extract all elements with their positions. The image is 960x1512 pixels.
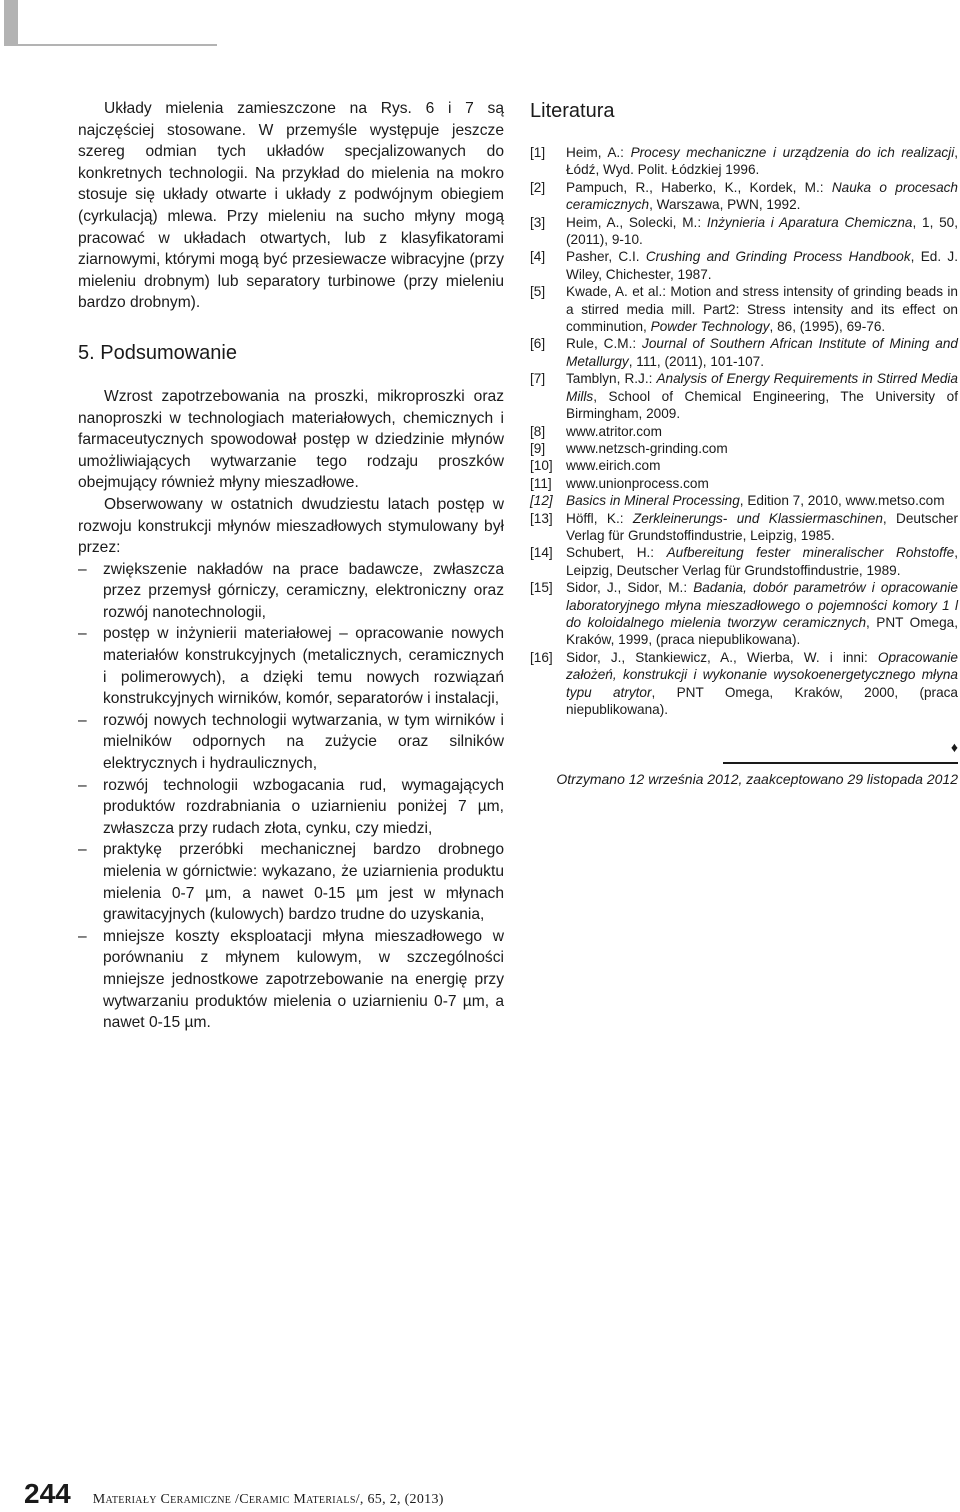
dash-bullet: – xyxy=(78,711,87,729)
reference-item: [15] Sidor, J., Sidor, M.: Badania, dobór parametrów i opracowanie laboratoryjnego młyna mieszadłowego o pojemności komory 1 l do koloidalnego mielenia tworzyw ceramicznych, PNT Omega, Kraków, 1999, (praca niepublikowana). xyxy=(530,580,958,648)
page-footer xyxy=(24,1478,444,1512)
reference-item: [1] Heim, A.: Procesy mechaniczne i urządzenia do ich realizacji, Łódź, Wyd. Polit. Łódzkiej 1996. xyxy=(530,145,959,178)
reference-link[interactable]: www.netzsch-grinding.com xyxy=(566,440,728,456)
end-separator xyxy=(530,740,958,770)
reference-item: [14] Schubert, H.: Aufbereitung fester mineralischer Rohstoffe, Leipzig, Deutscher Verlag für Grundstoffindustrie, 1989. xyxy=(530,545,958,578)
reference-number: [8] xyxy=(530,423,546,439)
section-title: 5. Podsumowanie xyxy=(78,341,237,364)
received-date-note: Otrzymano 12 września 2012, zaakceptowano 29 listopada 2012 xyxy=(556,771,958,788)
dash-bullet: – xyxy=(78,841,87,859)
diamond-icon: ♦ xyxy=(950,739,958,756)
reference-number: [7] xyxy=(530,371,546,387)
separator-rule xyxy=(723,762,958,764)
reference-number: [14] xyxy=(530,545,553,561)
dash-bullet: – xyxy=(78,560,87,578)
paragraph-summary-2: Obserwowany w ostatnich dwudziestu latach postęp w rozwoju konstrukcji młynów mieszadłowych stymulowany był przez: xyxy=(78,495,504,557)
reference-item: [5] Kwade, A. et al.: Motion and stress intensity of grinding beads in a stirred media mill. Part2: Stress intensity and its effect on comminution, Powder Technology, 86, (1995), 69-76. xyxy=(530,284,958,335)
reference-number: [15] xyxy=(530,580,553,596)
reference-link[interactable]: www.unionprocess.com xyxy=(566,475,709,491)
reference-item: [3] Heim, A., Solecki, M.: Inżynieria i Aparatura Chemiczna, 1, 50, (2011), 9-10. xyxy=(530,214,958,248)
reference-number: [12] xyxy=(530,493,553,509)
paragraph-mill-systems: Układy mielenia zamieszczone na Rys. 6 i 7 są najczęściej stosowane. W przemyśle występuje jeszcze szereg odmian tych układów specjalizowanych do konkretnych technologii. Na przykład do mielenia na mokro stosuje się układy otwarte i układy z podwójnym obiegiem (cyrkulacją) mlewa. Przy mieleniu na sucho młyny mogą pracować w układach otwartych, lub z klasyfikatorami ziarnowymi, którymi mogą być przesiewacze wibracyjne (przy mieleniu drobnym) lub separatory turbinowe (przy mieleniu bardzo drobnym). xyxy=(78,100,504,312)
reference-item xyxy=(530,475,958,492)
journal-title: Materiały Ceramiczne /Ceramic Materials/, 65, 2, (2013) xyxy=(92,1492,444,1507)
reference-number: [1] xyxy=(530,145,546,160)
reference-number: [13] xyxy=(530,510,553,526)
corner-decoration xyxy=(4,0,18,44)
reference-number: [11] xyxy=(530,475,552,491)
reference-item: [4] Pasher, C.I. Crushing and Grinding Process Handbook, Ed. J. Wiley, Chichester, 1987. xyxy=(530,249,958,282)
dash-bullet: – xyxy=(78,776,87,794)
dash-bullet: – xyxy=(78,625,87,643)
reference-item: [6] Rule, C.M.: Journal of Southern African Institute of Mining and Metallurgy, 111, (2011), 101-107. xyxy=(530,336,958,369)
corner-rule xyxy=(4,44,217,46)
list-item: – zwiększenie nakładów na prace badawcze, zwłaszcza przez przemysł górniczy, ceramiczny, elektroniczny oraz rozwój nanotechnologii, xyxy=(78,560,504,621)
reference-item: [2] Pampuch, R., Haberko, K., Kordek, M.: Nauka o procesach ceramicznych, Warszawa, PWN, 1992. xyxy=(530,179,958,213)
reference-number: [5] xyxy=(530,284,546,300)
list-item: – postęp w inżynierii materiałowej – opracowanie nowych materiałów konstrukcyjnych (metalicznych, ceramicznych i polimerowych), a dzięki temu nowych rozwiązań konstrukcyjnych wirników, komór, separatorów i instalacji, xyxy=(78,625,504,708)
progress-factors-list xyxy=(78,559,504,1034)
reference-item: [16] Sidor, J., Stankiewicz, A., Wierba, W. i inni: Opracowanie założeń, konstrukcji i wykonanie wysokoenergetycznego młyna typu atrytor, PNT Omega, Kraków, 2000, (praca niepublikowana). xyxy=(530,649,958,717)
references-heading: Literatura xyxy=(530,100,615,122)
reference-number: [10] xyxy=(530,458,553,474)
page-number: 244 xyxy=(24,1478,71,1509)
reference-item xyxy=(530,440,958,457)
reference-number: [16] xyxy=(530,649,553,665)
reference-number: [6] xyxy=(530,336,546,352)
reference-link[interactable]: www.atritor.com xyxy=(566,423,662,439)
reference-item: [7] Tamblyn, R.J.: Analysis of Energy Requirements in Stirred Media Mills, School of Chemical Engineering, The University of Birmingham, 2009. xyxy=(530,371,958,422)
references-list xyxy=(530,144,958,718)
right-column xyxy=(530,98,958,788)
reference-number: [2] xyxy=(530,179,546,195)
left-column xyxy=(78,98,504,1034)
reference-number: [4] xyxy=(530,249,546,265)
reference-number: [3] xyxy=(530,214,546,230)
reference-item: [12] Basics in Mineral Processing, Edition 7, 2010, www.metso.com xyxy=(530,493,945,509)
reference-link[interactable]: www.eirich.com xyxy=(566,458,661,474)
reference-number: [9] xyxy=(530,440,546,456)
list-item: – praktykę przeróbki mechanicznej bardzo drobnego mielenia w górnictwie: wykazano, że uziarnienia produktu mielenia 0-7 µm, a nawet 0-15 µm jest w młynach grawitacyjnych (kulowych) bardzo trudne do uzyskania, xyxy=(78,841,504,924)
paragraph-summary-1: Wzrost zapotrzebowania na proszki, mikroproszki oraz nanoproszki w technologiach materiałowych, chemicznych i farmaceutycznych spowodował postęp w dziedzinie młynów umożliwiających wytwarzanie tego rodzaju proszków obejmujący również młyny mieszadłowe. xyxy=(78,387,504,492)
list-item: – rozwój nowych technologii wytwarzania, w tym wirników i mielników odpornych na zużycie oraz silników elektrycznych i hydraulicznych, xyxy=(78,711,504,773)
list-item: – rozwój technologii wzbogacania rud, wymagających produktów rozdrabniania o uziarnieniu poniżej 7 µm, zwłaszcza przy rudach złota, cynku, czy miedzi, xyxy=(78,776,504,837)
dash-bullet: – xyxy=(78,927,87,945)
reference-item xyxy=(530,423,958,440)
reference-item xyxy=(530,457,958,474)
reference-item: [13] Höffl, K.: Zerkleinerungs- und Klassiermaschinen, Deutscher Verlag für Grundstoffindustrie, Leipzig, 1985. xyxy=(530,510,959,543)
list-item: – mniejsze koszty eksploatacji młyna mieszadłowego w porównaniu z młynem kulowym, w szczególności mniejsze jednostkowe zapotrzebowanie na energię przy wytwarzaniu produktów mielenia o uziarnieniu 0-7 µm, a nawet 0-15 µm. xyxy=(78,927,504,1032)
